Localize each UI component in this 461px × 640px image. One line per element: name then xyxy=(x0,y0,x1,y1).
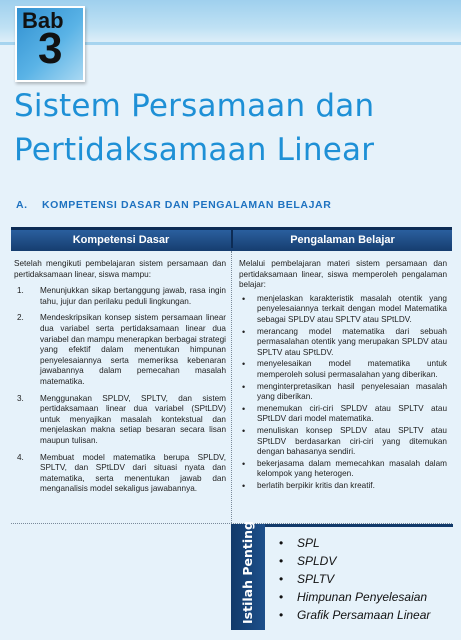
list-item xyxy=(277,534,430,552)
section-letter: A. xyxy=(16,199,28,211)
chapter-label: Bab xyxy=(22,8,64,33)
list-item xyxy=(277,552,430,570)
list-item xyxy=(239,382,447,403)
item-text: menuliskan konsep SPLDV atau SPLTV atau SPtLDV berdasarkan ciri-ciri yang ditemukan dengan bahasanya sendiri. xyxy=(257,425,447,457)
item-text: Membuat model matematika berupa SPLDV, SPLTV, dan SPtLDV dari situasi nyata dan matematika, serta menentukan jawab dan menganalisis model sekaligus jawabannya. xyxy=(40,452,226,494)
list-item xyxy=(277,606,430,624)
bullet-icon: • xyxy=(242,425,246,436)
pengalaman-column xyxy=(239,259,447,492)
item-number: 1. xyxy=(17,286,24,296)
bullet-icon: • xyxy=(242,326,246,337)
bullet-icon: • xyxy=(242,381,246,392)
bullet-icon: • xyxy=(279,554,284,568)
item-text: menginterpretasikan hasil penyelesaian masalah yang diberikan. xyxy=(257,381,447,402)
list-item xyxy=(14,286,226,307)
section-heading xyxy=(16,199,331,211)
item-text: menyelesaikan model matematika untuk memperoleh solusi permasalahan yang diberikan. xyxy=(257,359,447,379)
bullet-icon: • xyxy=(242,458,246,469)
list-item xyxy=(277,570,430,588)
list-item xyxy=(239,481,447,492)
header-divider xyxy=(231,227,233,248)
bullet-icon: • xyxy=(279,536,284,550)
bullet-icon: • xyxy=(242,359,246,370)
pengalaman-intro: Melalui pembelajaran materi sistem persamaan dan pertidaksamaan linear, siswa memperoleh pengalaman belajar: xyxy=(239,259,447,290)
bullet-icon: • xyxy=(279,590,284,604)
item-text: menemukan ciri-ciri SPLDV atau SPLTV atau SPtLDV dari model matematika. xyxy=(257,403,447,424)
bullet-icon: • xyxy=(279,572,284,586)
item-text: bekerjasama dalam memecahkan masalah dalam kelompok yang heterogen. xyxy=(257,458,447,479)
istilah-label: Istilah Penting xyxy=(240,521,255,624)
competency-table xyxy=(11,227,452,527)
chapter-number: 3 xyxy=(38,24,63,73)
column-divider xyxy=(231,251,232,525)
bullet-icon: • xyxy=(242,480,246,491)
header-kompetensi: Kompetensi Dasar xyxy=(72,234,170,246)
list-item xyxy=(239,404,447,425)
section-title: KOMPETENSI DASAR DAN PENGALAMAN BELAJAR xyxy=(42,199,332,211)
term-text: Grafik Persamaan Linear xyxy=(297,608,431,622)
term-text: SPLDV xyxy=(297,554,337,568)
item-text: merancang model matematika dari sebuah permasalahan otentik yang merupakan SPLDV atau SPLTV atau SPtLDV. xyxy=(257,326,447,357)
item-text: Menunjukkan sikap bertanggung jawab, rasa ingin tahu, jujur dan perilaku peduli lingkungan. xyxy=(40,286,226,306)
list-item xyxy=(14,394,226,447)
chapter-title xyxy=(14,84,454,172)
list-item xyxy=(239,294,447,326)
term-text: SPLTV xyxy=(297,572,335,586)
item-number: 2. xyxy=(17,313,24,323)
bullet-icon: • xyxy=(242,293,246,304)
item-number: 4. xyxy=(17,452,24,462)
list-item xyxy=(239,459,447,480)
item-number: 3. xyxy=(17,393,24,403)
istilah-penting-box xyxy=(231,521,453,630)
list-item xyxy=(14,453,226,495)
chapter-title-line1: Sistem Persamaan dan xyxy=(14,88,375,124)
term-text: SPL xyxy=(297,536,320,550)
kompetensi-list xyxy=(14,286,226,495)
term-text: Himpunan Penyelesaian xyxy=(297,590,428,604)
kompetensi-column xyxy=(14,259,226,501)
list-item xyxy=(239,359,447,380)
bullet-icon: • xyxy=(279,608,284,622)
list-item xyxy=(239,426,447,458)
item-text: Mendeskripsikan konsep sistem persamaan linear dua variabel serta pertidaksamaan linear dua variabel dan mampu menerapkan berbagai strategi yang efektif dalam menentukan himpunan penyelesaiannya serta memeriksa kebenaran jawabannya dalam pemecahan masalah matematika. xyxy=(40,313,226,386)
list-item xyxy=(239,327,447,359)
bullet-icon: • xyxy=(242,403,246,414)
header-pengalaman: Pengalaman Belajar xyxy=(290,234,395,246)
item-text: menjelaskan karakteristik masalah otentik yang penyelesaiannya terkait dengan model Matematika sebagai SPLDV atau SPLTV atau SPtLDV. xyxy=(257,293,447,324)
item-text: berlatih berpikir kritis dan kreatif. xyxy=(257,480,375,490)
kompetensi-intro: Setelah mengikuti pembelajaran sistem persamaan dan pertidaksamaan linear, siswa mampu: xyxy=(14,259,226,279)
chapter-title-line2: Pertidaksamaan Linear xyxy=(14,132,375,168)
istilah-list xyxy=(277,534,430,624)
item-text: Menggunakan SPLDV, SPLTV, dan sistem pertidaksamaan linear dua variabel (SPtLDV) untuk menyajikan masalah kontekstual dan menjelaskan makna setiap besaran secara lisan maupun tulisan. xyxy=(40,393,226,445)
pengalaman-list xyxy=(239,294,447,492)
list-item xyxy=(277,588,430,606)
list-item xyxy=(14,313,226,387)
